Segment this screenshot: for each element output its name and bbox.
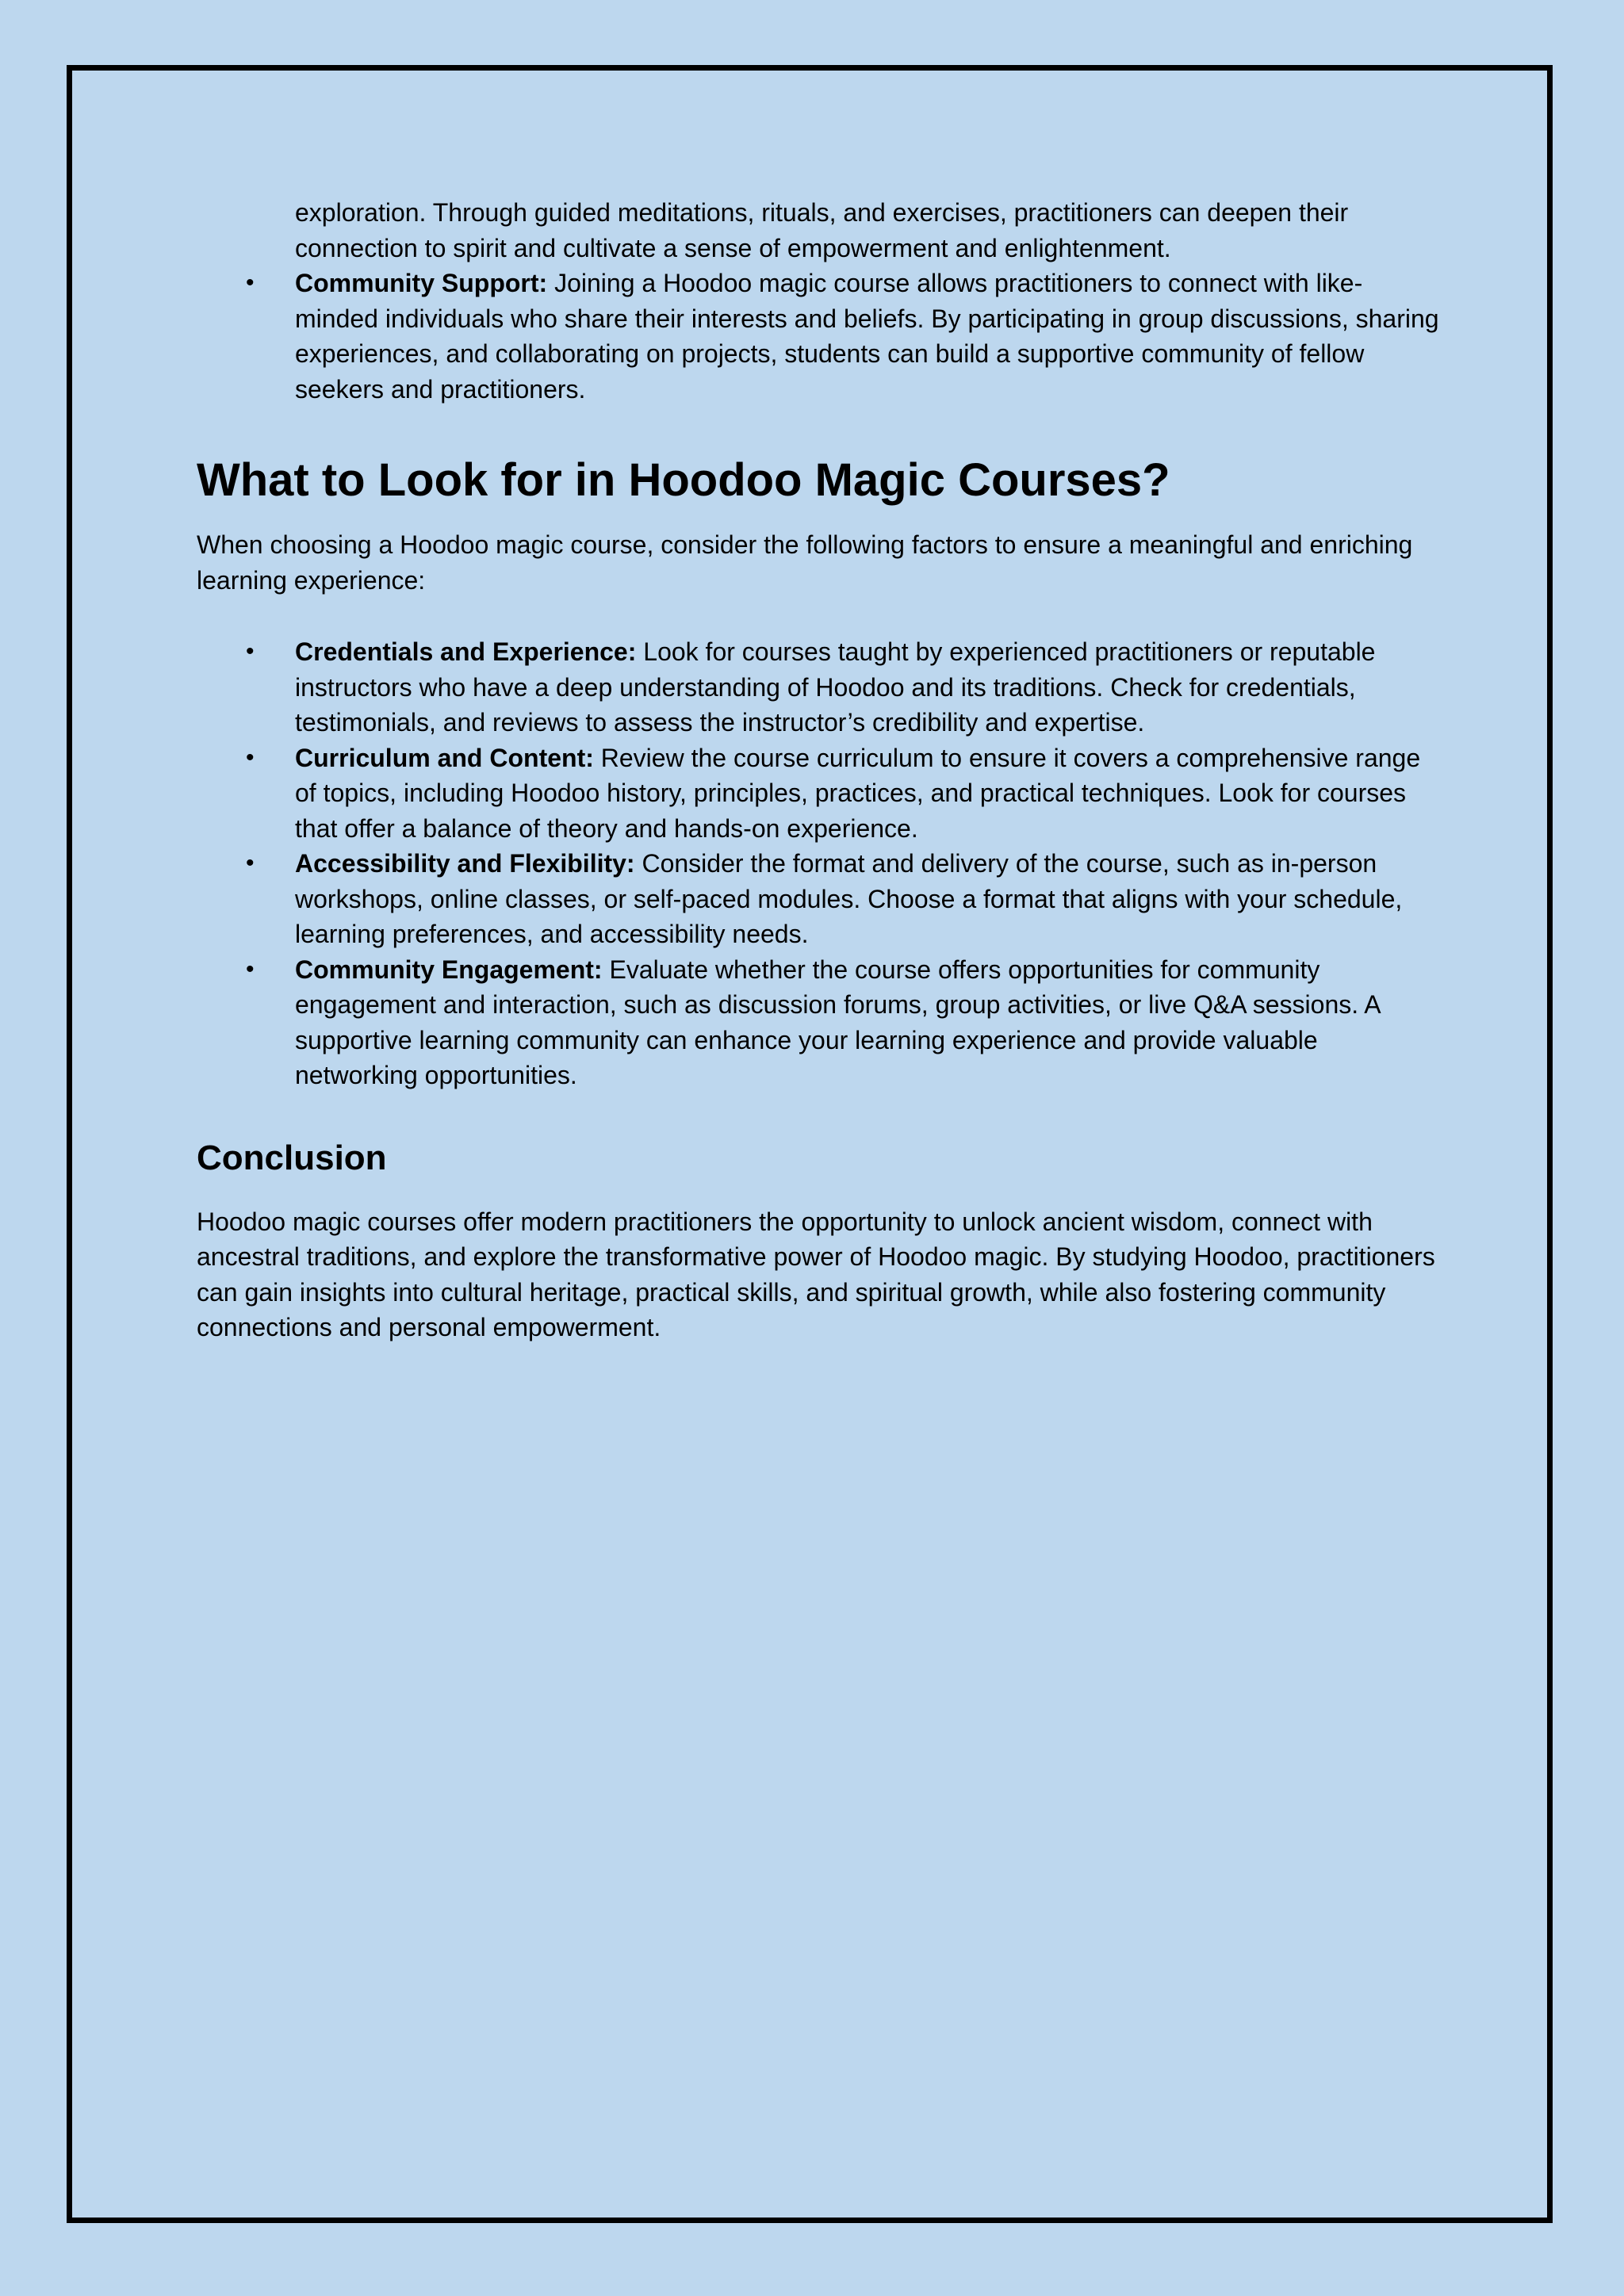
item-text: Evaluate whether the course offers opportunities for community engagement and interaction, such as discussion forums, group activities, or live Q&A sessions. A supportive learning community can enhance your learning experience and provide valuable networking opportunities. xyxy=(295,955,1380,1089)
list-item xyxy=(197,634,1442,740)
item-term: Curriculum and Content: xyxy=(295,743,594,772)
bullet-icon: • xyxy=(246,270,255,296)
item-term: Community Support: xyxy=(295,269,548,297)
intro-bullet-list xyxy=(197,266,1442,407)
list-item xyxy=(197,266,1442,407)
list-item xyxy=(197,952,1442,1093)
item-term: Accessibility and Flexibility: xyxy=(295,849,635,878)
section-heading: What to Look for in Hoodoo Magic Courses? xyxy=(197,454,1170,506)
factors-bullet-list xyxy=(197,634,1442,1093)
item-text: Review the course curriculum to ensure it covers a comprehensive range of topics, including Hoodoo history, principles, practices, and practical techniques. Look for courses that offer a balance of theory and hands-on experience. xyxy=(295,743,1421,843)
item-text: Joining a Hoodoo magic course allows practitioners to connect with like-minded individuals who share their interests and beliefs. By participating in group discussions, sharing experiences, and collaborating on projects, students can build a supportive community of fellow seekers and practitioners. xyxy=(295,269,1439,404)
continued-paragraph: exploration. Through guided meditations, rituals, and exercises, practitioners can deepen their connection to spirit and cultivate a sense of empowerment and enlightenment. xyxy=(295,198,1349,262)
bullet-icon: • xyxy=(246,955,255,982)
list-item xyxy=(197,846,1442,952)
bullet-icon: • xyxy=(246,638,255,664)
item-term: Community Engagement: xyxy=(295,955,603,984)
bullet-icon: • xyxy=(246,744,255,771)
list-item xyxy=(197,740,1442,847)
conclusion-heading: Conclusion xyxy=(197,1138,387,1177)
item-term: Credentials and Experience: xyxy=(295,637,637,666)
section-intro: When choosing a Hoodoo magic course, consider the following factors to ensure a meaningful and enriching learning experience: xyxy=(197,530,1413,595)
bullet-icon: • xyxy=(246,850,255,876)
conclusion-paragraph: Hoodoo magic courses offer modern practitioners the opportunity to unlock ancient wisdom, connect with ancestral traditions, and explore the transformative power of Hoodoo magic. By studying Hoodoo, practitioners can gain insights into cultural heritage, practical skills, and spiritual growth, while also fostering community connections and personal empowerment. xyxy=(197,1207,1435,1341)
document-body xyxy=(197,195,1442,1345)
item-text: Look for courses taught by experienced practitioners or reputable instructors who have a deep understanding of Hoodoo and its traditions. Check for credentials, testimonials, and reviews to assess the instructor’s credibility and expertise. xyxy=(295,637,1376,737)
item-text: Consider the format and delivery of the course, such as in-person workshops, online classes, or self-paced modules. Choose a format that aligns with your schedule, learning preferences, and accessibility needs. xyxy=(295,849,1403,948)
